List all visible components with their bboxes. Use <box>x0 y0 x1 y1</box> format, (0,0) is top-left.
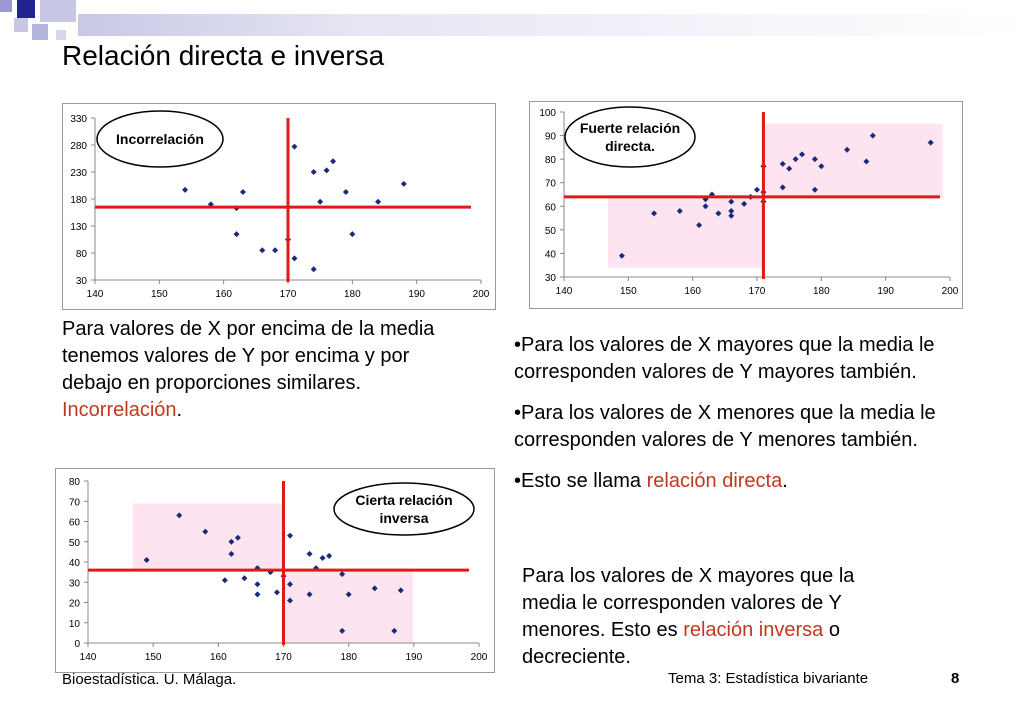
x-tick-label: 140 <box>555 286 573 297</box>
data-point <box>272 247 278 253</box>
y-tick-label: 80 <box>68 477 80 488</box>
data-point <box>320 555 326 561</box>
data-point <box>254 591 260 597</box>
x-tick-label: 150 <box>144 652 162 663</box>
y-tick-label: 10 <box>68 618 80 630</box>
callout-label: inversa <box>379 510 429 526</box>
x-tick-label: 200 <box>472 289 490 300</box>
data-point <box>241 575 247 581</box>
x-tick-label: 190 <box>405 652 423 663</box>
footer-center: Tema 3: Estadística bivariante <box>668 670 869 687</box>
data-point <box>401 181 407 187</box>
text-line: media le corresponden valores de Y <box>522 592 842 614</box>
y-tick-label: 30 <box>544 273 556 284</box>
y-tick-label: 60 <box>68 517 80 529</box>
x-tick-label: 170 <box>748 286 766 297</box>
bullet-item: •Para los valores de X menores que la media le corresponden valores de Y menores también. <box>514 402 936 451</box>
y-tick-label: 60 <box>544 202 556 214</box>
highlight-relacion-directa: relación directa <box>646 470 783 492</box>
y-tick-label: 70 <box>68 497 80 509</box>
data-point <box>326 553 332 559</box>
y-tick-label: 0 <box>74 639 80 650</box>
y-tick-label: 80 <box>544 155 556 167</box>
y-tick-label: 80 <box>75 249 87 260</box>
x-tick-label: 170 <box>279 289 297 300</box>
callout-label: Incorrelación <box>116 131 204 147</box>
x-tick-label: 190 <box>877 286 895 297</box>
bullets-directa <box>514 332 994 495</box>
decoration-square-2 <box>17 0 35 18</box>
data-point <box>343 189 349 195</box>
x-tick-label: 200 <box>941 286 959 297</box>
x-tick-label: 160 <box>215 289 233 300</box>
shaded-quadrant-high <box>133 503 284 570</box>
title-decoration-bar <box>78 14 1024 36</box>
decoration-square-6 <box>56 30 66 40</box>
decoration-square-4 <box>14 18 28 32</box>
text-line: Para los valores de X mayores que la <box>522 565 855 587</box>
x-tick-label: 150 <box>150 289 168 300</box>
scatter-chart-directa <box>529 101 963 309</box>
page-title: Relación directa e inversa <box>62 40 385 71</box>
bullet-item <box>514 468 994 495</box>
x-tick-label: 140 <box>79 652 97 663</box>
highlight-incorrelacion: Incorrelación <box>62 399 177 421</box>
y-tick-label: 20 <box>68 598 80 610</box>
text-line <box>62 397 502 424</box>
y-tick-label: 70 <box>544 178 556 190</box>
x-tick-label: 180 <box>343 289 361 300</box>
x-tick-label: 140 <box>86 289 104 300</box>
data-point <box>324 167 330 173</box>
data-point <box>317 199 323 205</box>
text-inversa <box>522 563 942 671</box>
y-tick-label: 40 <box>544 249 556 261</box>
text-segment: menores. Esto es <box>522 619 684 641</box>
y-tick-label: 180 <box>70 195 87 206</box>
y-tick-label: 50 <box>544 225 556 237</box>
data-point <box>182 187 188 193</box>
x-tick-label: 180 <box>340 652 358 663</box>
y-tick-label: 330 <box>70 114 87 125</box>
scatter-chart-inversa <box>55 468 495 673</box>
y-tick-label: 40 <box>68 558 80 569</box>
data-point <box>307 551 313 557</box>
y-tick-label: 130 <box>70 222 87 233</box>
bullet-text: . <box>782 470 788 492</box>
data-point <box>259 247 265 253</box>
x-tick-label: 150 <box>619 286 637 297</box>
y-tick-label: 30 <box>68 578 80 590</box>
data-point <box>375 199 381 205</box>
footer-left: Bioestadística. U. Málaga. <box>62 671 237 688</box>
decoration-square-3 <box>40 0 76 22</box>
bullet-item: •Para los valores de X mayores que la media le corresponden valores de Y mayores también. <box>514 334 935 383</box>
data-point <box>291 144 297 150</box>
callout-ellipse <box>334 483 474 535</box>
text-segment: o <box>823 619 840 641</box>
data-point <box>311 266 317 272</box>
y-tick-label: 50 <box>68 537 80 549</box>
text-line: decreciente. <box>522 646 631 668</box>
text-line: tenemos valores de Y por encima y por <box>62 345 410 367</box>
callout-label: directa. <box>605 138 655 154</box>
highlight-relacion-inversa: relación inversa <box>683 619 824 641</box>
decoration-square-5 <box>32 24 48 40</box>
x-tick-label: 160 <box>684 286 702 297</box>
data-point <box>287 533 293 539</box>
x-tick-label: 200 <box>470 652 488 663</box>
data-point <box>234 231 240 237</box>
x-tick-label: 190 <box>408 289 426 300</box>
data-point <box>311 169 317 175</box>
shaded-quadrant-high <box>763 124 942 197</box>
data-point <box>291 255 297 261</box>
x-tick-label: 170 <box>275 652 292 663</box>
text-incorrelacion <box>62 316 502 424</box>
data-point <box>254 581 260 587</box>
x-tick-label: 180 <box>812 286 830 297</box>
callout-label: Fuerte relación <box>579 120 681 136</box>
x-tick-label: 160 <box>209 652 227 663</box>
data-point <box>754 187 760 193</box>
data-point <box>240 189 246 195</box>
data-point <box>274 589 280 595</box>
page-number: 8 <box>951 670 960 687</box>
text-line <box>522 617 942 644</box>
bullet-text: •Esto se llama <box>514 470 647 492</box>
shaded-quadrant-low <box>608 197 764 268</box>
callout-ellipse <box>565 107 695 167</box>
text-line: debajo en proporciones similares. <box>62 372 362 394</box>
y-tick-label: 280 <box>70 141 87 152</box>
y-tick-label: 30 <box>75 276 87 287</box>
data-point <box>330 158 336 164</box>
data-point <box>222 577 228 583</box>
data-point <box>349 231 355 237</box>
callout-label: Cierta relación <box>355 492 453 508</box>
scatter-chart-incorrelacion <box>62 103 496 310</box>
text-line: Para valores de X por encima de la media <box>62 318 435 340</box>
y-tick-label: 230 <box>70 168 87 179</box>
decoration-square-1 <box>0 0 12 12</box>
y-tick-label: 100 <box>539 108 556 119</box>
y-tick-label: 90 <box>544 131 556 143</box>
text-period: . <box>176 399 183 421</box>
